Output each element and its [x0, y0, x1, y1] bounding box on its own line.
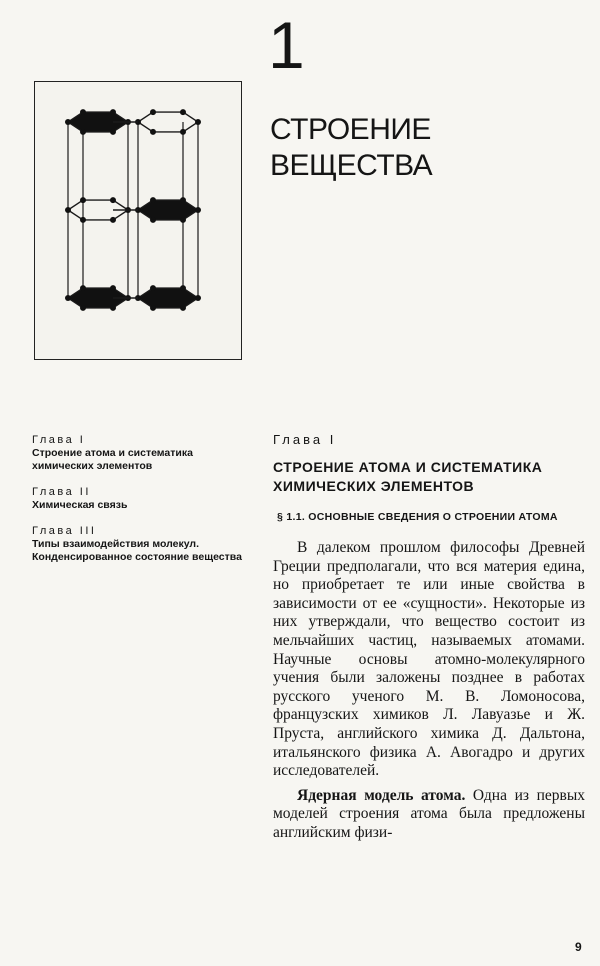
- part-title-line-2: ВЕЩЕСТВА: [270, 149, 433, 182]
- paragraph-2-text: Одна из первых моделей строения атома была предложены английским физи-: [273, 786, 585, 841]
- page-number: 9: [575, 940, 582, 954]
- lattice-atom: [150, 109, 156, 115]
- toc-chapter-label: Глава I: [32, 434, 86, 446]
- lattice-atom: [150, 217, 156, 223]
- lattice-atom: [195, 295, 201, 301]
- chapter-title: СТРОЕНИЕ АТОМА И СИСТЕМАТИКА ХИМИЧЕСКИХ ЭЛЕМЕНТОВ: [273, 459, 543, 494]
- section-title: § 1.1. ОСНОВНЫЕ СВЕДЕНИЯ О СТРОЕНИИ АТОМА: [277, 511, 558, 523]
- chapter-content: [273, 432, 585, 843]
- lattice-atom: [150, 197, 156, 203]
- part-title-line-1: СТРОЕНИЕ: [270, 113, 431, 146]
- lattice-atom: [65, 119, 71, 125]
- lattice-atom: [80, 305, 86, 311]
- lattice-atom: [150, 129, 156, 135]
- lattice-atom: [150, 285, 156, 291]
- lattice-atom: [110, 197, 116, 203]
- toc-chapter-label: Глава II: [32, 486, 91, 498]
- lattice-atom: [80, 217, 86, 223]
- lattice-atom: [180, 109, 186, 115]
- lattice-atom: [180, 285, 186, 291]
- lattice-atom: [180, 129, 186, 135]
- lattice-layer-dark: [138, 288, 198, 308]
- lattice-atom: [195, 207, 201, 213]
- lattice-layer: [138, 112, 198, 132]
- toc-entry-chapter-2: [32, 485, 247, 512]
- paragraph-2-run-in-heading: Ядерная модель атома.: [297, 786, 466, 804]
- part-number: 1: [268, 8, 307, 82]
- toc-entry-chapter-3: [32, 524, 247, 564]
- lattice-atom: [80, 129, 86, 135]
- crystal-lattice-figure: [34, 81, 242, 360]
- lattice-atom: [180, 305, 186, 311]
- lattice-atom: [180, 217, 186, 223]
- paragraph-2: [273, 787, 585, 843]
- part-title: [270, 112, 432, 184]
- toc-chapter-title: Строение атома и систематика химических элементов: [32, 447, 193, 472]
- toc-chapter-label: Глава III: [32, 525, 97, 537]
- lattice-atom: [65, 207, 71, 213]
- paragraph-1: В далеком прошлом философы Древней Греции предполагали, что вся материя едина, но приобретает те или иные свойства в зависимости от ее «сущности». Некоторые из них утверждали, что вещество состоит из мельчайших частиц, называемых атомами. Научные основы атомно-молекулярного учения были заложены позднее в работах русского ученого М. В. Ломоносова, французских химиков Л. Лавуазье и Ж. Пруста, английского химика Д. Дальтона, итальянского физика А. Авогадро и других исследователей.: [273, 539, 585, 780]
- lattice-atom: [110, 305, 116, 311]
- lattice-atom: [110, 109, 116, 115]
- toc-chapter-title: Типы взаимодействия молекул. Конденсированное состояние вещества: [32, 538, 242, 563]
- toc-entry-chapter-1: [32, 433, 247, 473]
- body-text: [273, 539, 585, 843]
- lattice-layer-dark: [138, 200, 198, 220]
- toc-chapter-title: Химическая связь: [32, 499, 128, 511]
- lattice-atom: [80, 109, 86, 115]
- lattice-atom: [110, 217, 116, 223]
- lattice-atom: [80, 285, 86, 291]
- lattice-atom: [180, 197, 186, 203]
- lattice-atom: [65, 295, 71, 301]
- crystal-lattice-illustration: [35, 82, 240, 358]
- lattice-atom: [195, 119, 201, 125]
- chapter-label: Глава I: [273, 432, 337, 447]
- lattice-atom: [150, 305, 156, 311]
- lattice-atom: [80, 197, 86, 203]
- part-contents: [32, 433, 247, 576]
- lattice-atom: [110, 285, 116, 291]
- lattice-atom: [110, 129, 116, 135]
